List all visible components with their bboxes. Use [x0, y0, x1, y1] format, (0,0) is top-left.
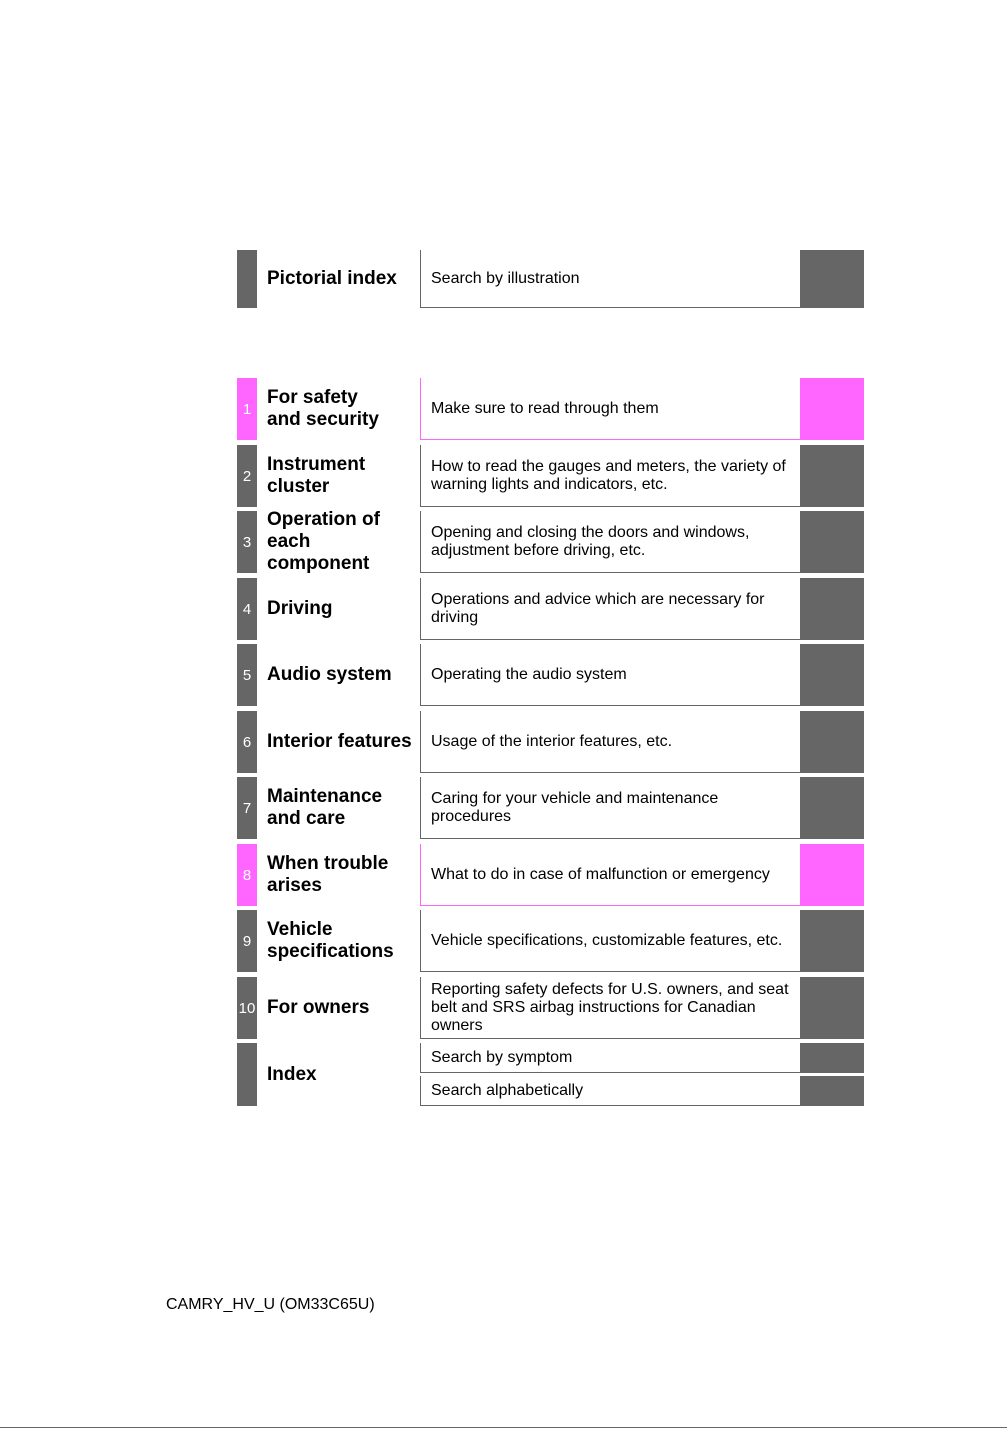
- document-code: CAMRY_HV_U (OM33C65U): [166, 1296, 375, 1313]
- chapter-thumb-tab[interactable]: [800, 378, 864, 440]
- chapter-description: Usage of the interior features, etc.: [420, 711, 800, 773]
- chapter-thumb-tab[interactable]: [800, 511, 864, 573]
- chapter-description: How to read the gauges and meters, the variety of warning lights and indicators, etc.: [420, 445, 800, 507]
- chapter-description: Vehicle specifications, customizable features, etc.: [420, 910, 800, 972]
- chapter-description: Operating the audio system: [420, 644, 800, 706]
- chapter-title: Interior features: [267, 731, 412, 752]
- chapter-title: Audio system: [267, 664, 392, 685]
- chapter-number: 6: [237, 711, 257, 773]
- chapter-row[interactable]: [237, 777, 864, 839]
- chapter-description: Operations and advice which are necessary for driving: [420, 578, 800, 640]
- pictorial-title: Pictorial index: [267, 268, 397, 289]
- chapter-number: 8: [237, 844, 257, 906]
- search-alphabetically[interactable]: Search alphabetically: [420, 1076, 800, 1106]
- chapter-row[interactable]: [237, 378, 864, 440]
- chapter-row[interactable]: [237, 511, 864, 573]
- chapter-title: Driving: [267, 598, 333, 619]
- page-bottom-rule: [0, 1427, 1007, 1428]
- chapter-thumb-tab[interactable]: [800, 445, 864, 507]
- chapter-title: Vehicle specifications: [267, 919, 394, 962]
- chapter-title: Instrument cluster: [267, 454, 366, 497]
- chapter-thumb-tab[interactable]: [800, 844, 864, 906]
- chapter-description: Make sure to read through them: [420, 378, 800, 440]
- pictorial-thumb-tab[interactable]: [800, 250, 864, 308]
- chapter-description: Opening and closing the doors and windows, adjustment before driving, etc.: [420, 511, 800, 573]
- index-title: Index: [267, 1063, 317, 1085]
- chapter-row[interactable]: [237, 578, 864, 640]
- chapter-number: 5: [237, 644, 257, 706]
- chapter-title: When trouble arises: [267, 853, 389, 896]
- chapter-row[interactable]: [237, 644, 864, 706]
- chapter-number: 9: [237, 910, 257, 972]
- chapter-title: Operation of each component: [267, 509, 380, 574]
- symptom-thumb-tab[interactable]: [800, 1043, 864, 1073]
- chapter-number: 2: [237, 445, 257, 507]
- search-by-symptom[interactable]: Search by symptom: [420, 1043, 800, 1073]
- chapter-thumb-tab[interactable]: [800, 578, 864, 640]
- chapter-title: For safety and security: [267, 387, 379, 430]
- chapter-description: What to do in case of malfunction or emergency: [420, 844, 800, 906]
- chapter-number: 4: [237, 578, 257, 640]
- chapter-number: 3: [237, 511, 257, 573]
- chapter-row[interactable]: [237, 844, 864, 906]
- chapter-thumb-tab[interactable]: [800, 777, 864, 839]
- pictorial-tab: [237, 250, 257, 308]
- chapter-thumb-tab[interactable]: [800, 711, 864, 773]
- chapter-number: 10: [237, 977, 257, 1039]
- chapter-row[interactable]: [237, 910, 864, 972]
- index-tab: [237, 1043, 257, 1106]
- chapter-number: 7: [237, 777, 257, 839]
- chapter-row[interactable]: [237, 445, 864, 507]
- chapter-description: Reporting safety defects for U.S. owners, and seat belt and SRS airbag instructions for Canadian owners: [420, 977, 800, 1039]
- index-row: [237, 1043, 864, 1106]
- chapter-title: For owners: [267, 997, 370, 1018]
- chapter-number: 1: [237, 378, 257, 440]
- chapter-row[interactable]: [237, 977, 864, 1039]
- pictorial-index-row[interactable]: [237, 250, 864, 308]
- chapter-thumb-tab[interactable]: [800, 910, 864, 972]
- chapter-thumb-tab[interactable]: [800, 644, 864, 706]
- chapter-thumb-tab[interactable]: [800, 977, 864, 1039]
- chapter-title: Maintenance and care: [267, 786, 383, 829]
- pictorial-desc: Search by illustration: [420, 250, 800, 308]
- alpha-thumb-tab[interactable]: [800, 1076, 864, 1106]
- chapter-row[interactable]: [237, 711, 864, 773]
- chapter-description: Caring for your vehicle and maintenance procedures: [420, 777, 800, 839]
